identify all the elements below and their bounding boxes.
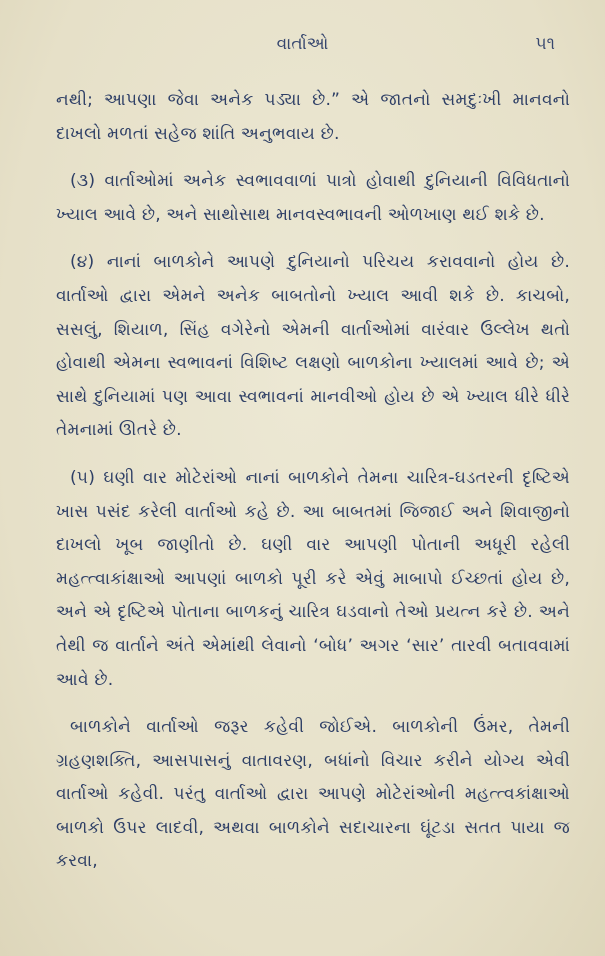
- paragraph-point-3: (૩) વાર્તાઓમાં અનેક સ્વભાવવાળાં પાત્રો હોવાથી દુનિયાની વિવિધતાનો ખ્યાલ આવે છે, અને સાથોસાથ માનવસ્વભાવની ઓળખાણ થઈ શકે છે.: [56, 171, 570, 225]
- body-text: [56, 84, 570, 879]
- paragraph-point-4: (૪) નાનાં બાળકોને આપણે દુનિયાનો પરિચય કરાવવાનો હોય છે. વાર્તાઓ દ્વારા એમને અનેક બાબતોનો ખ્યાલ આવી શકે છે. કાચબો, સસલું, શિયાળ, સિંહ વગેરેનો એમની વાર્તાઓમાં વારંવાર ઉલ્લેખ થતો હોવાથી એમના સ્વભાવનાં વિશિષ્ટ લક્ષણો બાળકોના ખ્યાલમાં આવે છે; એ સાથે દુનિયામાં પણ આવા સ્વભાવનાં માનવીઓ હોય છે એ ખ્યાલ ધીરે ધીરે તેમનામાં ઊતરે છે.: [56, 252, 570, 441]
- page-header: [0, 26, 605, 56]
- running-title: વાર્તાઓ: [276, 34, 329, 54]
- paragraph-point-5: (૫) ઘણી વાર મોટેરાંઓ નાનાં બાળકોને તેમના ચારિત્ર-ઘડતરની દૃષ્ટિએ ખાસ પસંદ કરેલી વાર્તાઓ કહે છે. આ બાબતમાં જિજાઈ અને શિવાજીનો દાખલો ખૂબ જાણીતો છે. ઘણી વાર આપણી પોતાની અધૂરી રહેલી મહત્ત્વાકાંક્ષાઓ આપણાં બાળકો પૂરી કરે એવું માબાપો ઈચ્છતાં હોય છે, અને એ દૃષ્ટિએ પોતાના બાળકનું ચારિત્ર ઘડવાનો તેઓ પ્રયત્ન કરે છે. અને તેથી જ વાર્તાને અંતે એમાંથી લેવાનો ‘બોધ’ અગર ‘સાર’ તારવી બતાવવામાં આવે છે.: [56, 467, 570, 690]
- paragraph-conclusion: બાળકોને વાર્તાઓ જરૂર કહેવી જોઈએ. બાળકોની ઉંમર, તેમની ગ્રહણશક્તિ, આસપાસનું વાતાવરણ, બધાંનો વિચાર કરીને યોગ્ય એવી વાર્તાઓ કહેવી. પરંતુ વાર્તાઓ દ્વારા આપણે મોટેરાંઓની મહત્ત્વકાંક્ષાઓ બાળકો ઉપર લાદવી, અથવા બાળકોને સદાચારના ઘૂંટડા સતત પાયા જ કરવા,: [56, 717, 570, 872]
- paragraph-continuation: નથી; આપણા જેવા અનેક પડ્યા છે.” એ જાતનો સમદુઃખી માનવનો દાખલો મળતાં સહેજ શાંતિ અનુભવાય છે.: [56, 90, 570, 144]
- page-number: ૫૧: [535, 34, 555, 54]
